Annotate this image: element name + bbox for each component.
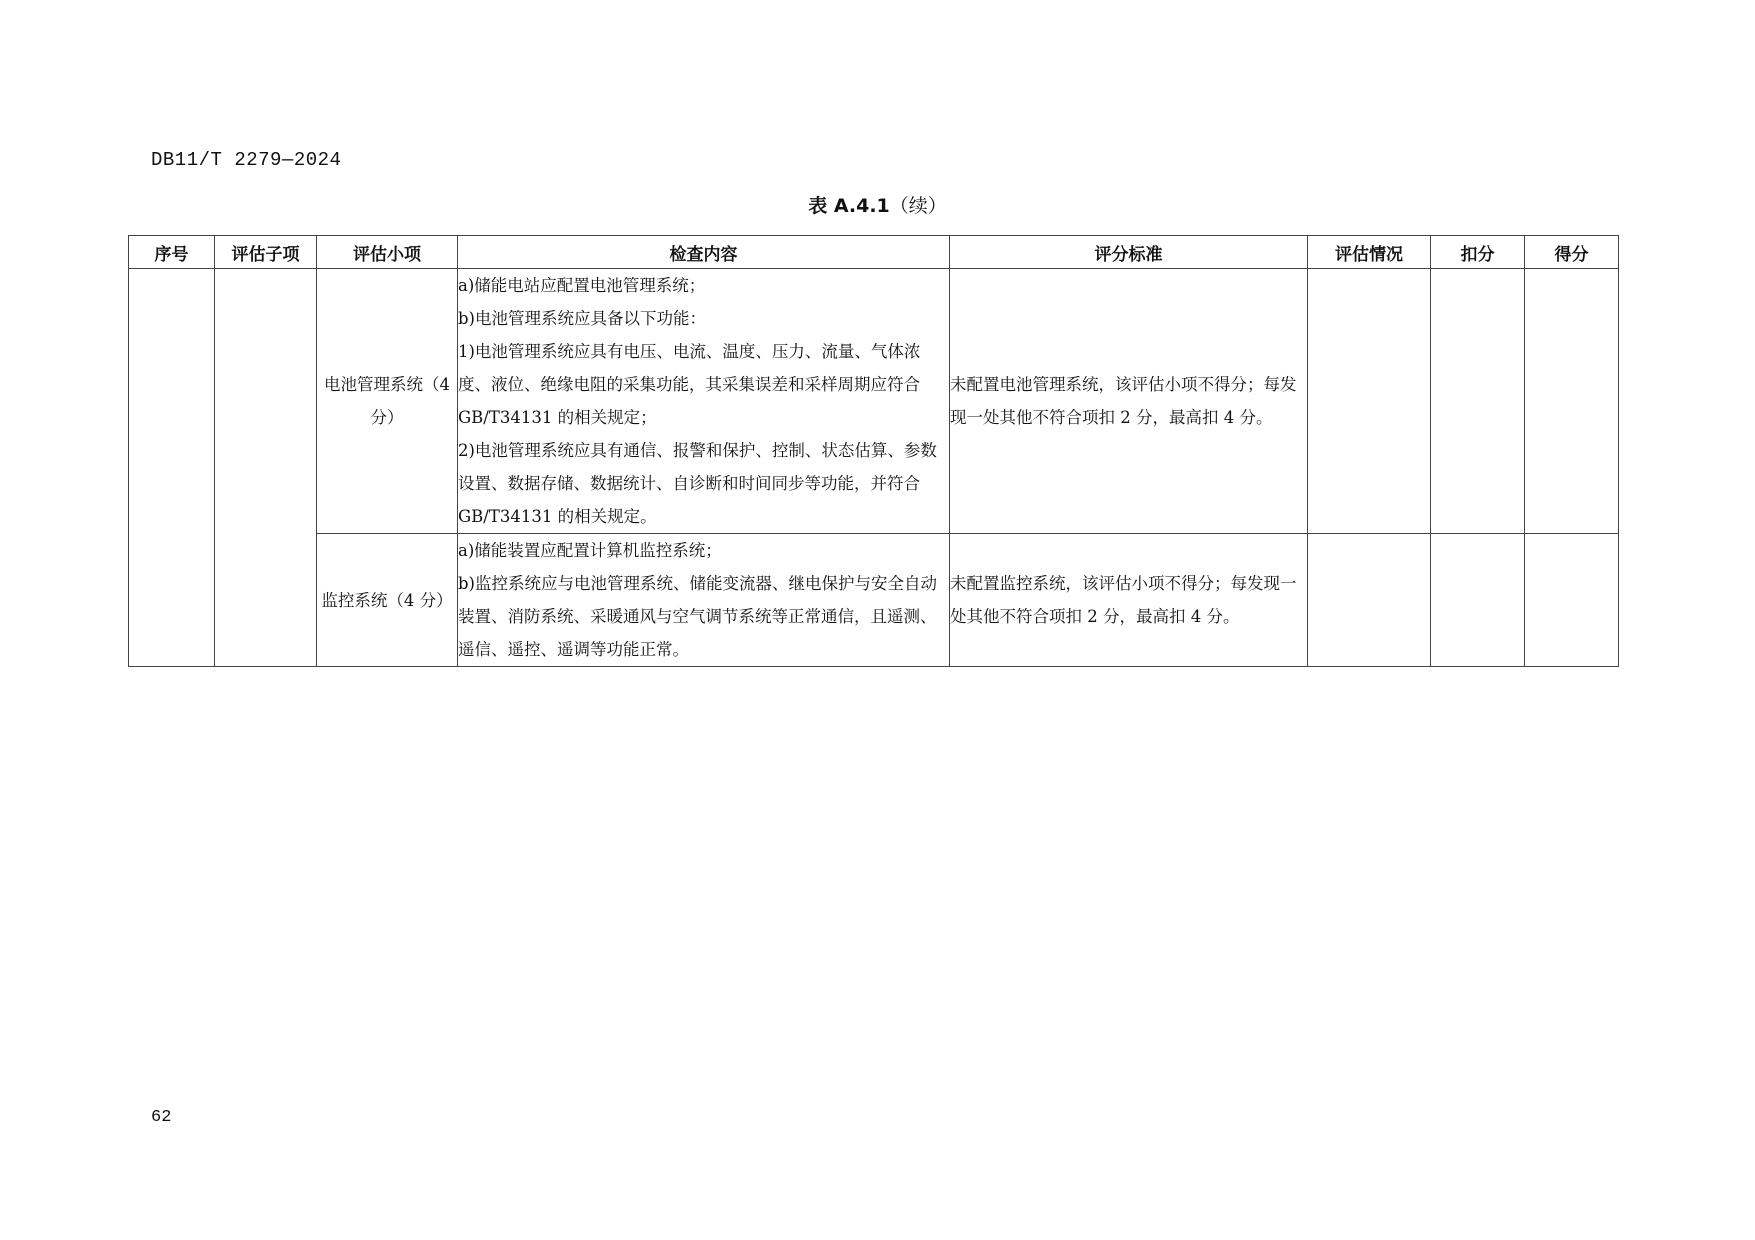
header-scoring-criteria: 评分标准 — [950, 236, 1308, 269]
table-header-row — [129, 236, 1619, 269]
header-score: 得分 — [1525, 236, 1619, 269]
content-line: b)电池管理系统应具备以下功能： — [458, 309, 706, 328]
document-standard-number: DB11/T 2279—2024 — [151, 149, 342, 171]
cell-scoring-criteria-bms: 未配置电池管理系统，该评估小项不得分；每发现一处其他不符合项扣 2 分，最高扣 4 分。 — [950, 269, 1308, 534]
content-line: 2)电池管理系统应具有通信、报警和保护、控制、状态估算、参数设置、数据存储、数据统计、自诊断和时间同步等功能，并符合 GB/T34131 的相关规定。 — [458, 441, 937, 526]
cell-assessment-situation — [1308, 269, 1431, 534]
header-index: 序号 — [129, 236, 215, 269]
content-line: 1)电池管理系统应具有电压、电流、温度、压力、流量、气体浓度、液位、绝缘电阻的采集功能，其采集误差和采样周期应符合 GB/T34131 的相关规定； — [458, 342, 921, 427]
cell-check-content-monitoring — [458, 534, 950, 667]
content-line: b)监控系统应与电池管理系统、储能变流器、继电保护与安全自动装置、消防系统、采暖通风与空气调节系统等正常通信，且遥测、遥信、遥控、遥调等功能正常。 — [458, 574, 937, 659]
table-title-main: 表 A.4.1 — [808, 195, 890, 217]
cell-scoring-criteria-monitoring: 未配置监控系统，该评估小项不得分；每发现一处其他不符合项扣 2 分，最高扣 4 分。 — [950, 534, 1308, 667]
cell-deduction — [1431, 269, 1525, 534]
cell-sub-category — [215, 269, 317, 667]
cell-sub-item-monitoring: 监控系统（4 分） — [317, 534, 458, 667]
cell-index — [129, 269, 215, 667]
content-line: a)储能电站应配置电池管理系统； — [458, 276, 706, 295]
header-check-content: 检查内容 — [458, 236, 950, 269]
header-deduction: 扣分 — [1431, 236, 1525, 269]
cell-deduction — [1431, 534, 1525, 667]
table-row — [129, 534, 1619, 667]
cell-sub-item-bms: 电池管理系统（4 分） — [317, 269, 458, 534]
table-title-continued: （续） — [889, 195, 947, 217]
table-row — [129, 269, 1619, 534]
page-number: 62 — [151, 1108, 172, 1127]
assessment-table — [128, 235, 1619, 667]
header-sub-category: 评估子项 — [215, 236, 317, 269]
content-line: a)储能装置应配置计算机监控系统； — [458, 541, 722, 560]
cell-check-content-bms — [458, 269, 950, 534]
header-assessment-situation: 评估情况 — [1308, 236, 1431, 269]
cell-assessment-situation — [1308, 534, 1431, 667]
cell-score — [1525, 534, 1619, 667]
table-title — [0, 191, 1755, 218]
header-sub-item: 评估小项 — [317, 236, 458, 269]
cell-score — [1525, 269, 1619, 534]
